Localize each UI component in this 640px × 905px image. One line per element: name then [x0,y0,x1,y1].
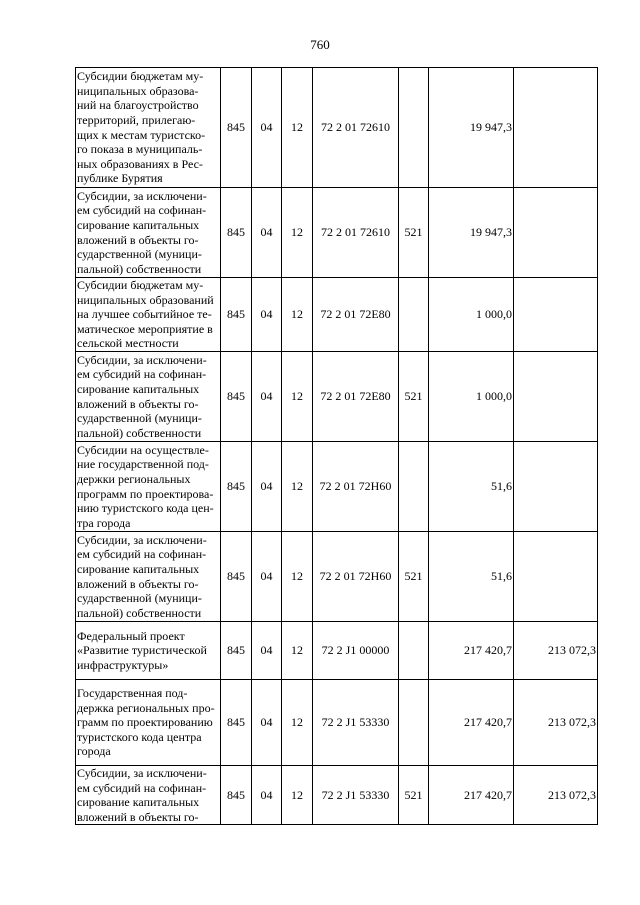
description-line: публике Бурятия [77,171,163,186]
description-line: ем субсидий на софинан- [77,367,207,382]
grbs-code-cell: 845 [221,622,252,680]
subsection-code-cell: 12 [282,622,313,680]
description-line: грамм по проектированию [77,715,213,730]
grbs-code-cell: 845 [221,278,252,352]
description-line: держки региональных [77,471,191,486]
table-row [76,532,598,622]
description-line: пальной) собственности [77,261,202,276]
subsection-code-cell: 12 [282,532,313,622]
description-line: Субсидии, за исключени- [77,188,207,203]
description-line: города [77,744,111,759]
table-row [76,188,598,278]
expense-type-cell [399,622,429,680]
amount-cell-2 [514,188,598,278]
description-line: «Развитие туристической [77,643,207,658]
description-line: ниципальных образований [77,292,214,307]
target-article-cell: 72 2 01 72Н60 [313,532,399,622]
amount-cell-2 [514,442,598,532]
description-line: сирование капитальных [77,381,200,396]
row-description [76,442,221,532]
expense-type-cell: 521 [399,352,429,442]
description-line: ем субсидий на софинан- [77,780,207,795]
target-article-cell: 72 2 01 72610 [313,68,399,188]
description-line: сударственной (муници- [77,247,202,262]
description-line: инфраструктуры» [77,657,169,672]
amount-cell: 51,6 [429,532,514,622]
section-code-cell: 04 [252,68,282,188]
amount-cell-2 [514,532,598,622]
section-code-cell: 04 [252,442,282,532]
row-description [76,278,221,352]
description-line: Субсидии бюджетам му- [77,69,204,84]
description-line: ем субсидий на софинан- [77,547,207,562]
target-article-cell: 72 2 01 72610 [313,188,399,278]
target-article-cell: 72 2 01 72Е80 [313,352,399,442]
description-line: нию туристского кода цен- [77,501,214,516]
amount-cell-2: 213 072,3 [514,680,598,766]
grbs-code-cell: 845 [221,532,252,622]
section-code-cell: 04 [252,188,282,278]
description-line: матическое мероприятие в [77,321,213,336]
description-line: ных образованиях в Рес- [77,156,203,171]
grbs-code-cell: 845 [221,442,252,532]
subsection-code-cell: 12 [282,352,313,442]
amount-cell: 217 420,7 [429,766,514,825]
row-description [76,622,221,680]
amount-cell: 19 947,3 [429,68,514,188]
subsection-code-cell: 12 [282,680,313,766]
row-description [76,68,221,188]
budget-table [75,67,598,825]
table-row [76,68,598,188]
description-line: на лучшее событийное те- [77,307,212,322]
expense-type-cell: 521 [399,766,429,825]
description-line: сирование капитальных [77,217,200,232]
description-line: Субсидии, за исключени- [77,766,207,780]
description-line: Субсидии на осуществле- [77,442,209,457]
description-line: сударственной (муници- [77,411,202,426]
description-line: вложений в объекты го- [77,809,199,824]
description-line: держка региональных про- [77,700,215,715]
description-line: вложений в объекты го- [77,232,199,247]
description-line: сирование капитальных [77,795,200,810]
amount-cell-2: 213 072,3 [514,766,598,825]
table-row [76,442,598,532]
description-line: ние государственной под- [77,457,209,472]
description-line: вложений в объекты го- [77,396,199,411]
description-line: туристского кода центра [77,729,202,744]
amount-cell-2 [514,68,598,188]
amount-cell: 1 000,0 [429,278,514,352]
amount-cell-2 [514,278,598,352]
subsection-code-cell: 12 [282,766,313,825]
description-line: Федеральный проект [77,628,185,643]
subsection-code-cell: 12 [282,188,313,278]
target-article-cell: 72 2 J1 53330 [313,766,399,825]
amount-cell: 217 420,7 [429,622,514,680]
grbs-code-cell: 845 [221,766,252,825]
grbs-code-cell: 845 [221,68,252,188]
row-description [76,532,221,622]
grbs-code-cell: 845 [221,352,252,442]
section-code-cell: 04 [252,680,282,766]
target-article-cell: 72 2 01 72Н60 [313,442,399,532]
table-row [76,622,598,680]
section-code-cell: 04 [252,532,282,622]
page-number: 760 [310,37,330,52]
target-article-cell: 72 2 01 72Е80 [313,278,399,352]
section-code-cell: 04 [252,622,282,680]
row-description [76,680,221,766]
table-row [76,766,598,825]
subsection-code-cell: 12 [282,442,313,532]
section-code-cell: 04 [252,278,282,352]
description-line: щих к местам туристско- [77,127,206,142]
description-line: Государственная под- [77,686,188,701]
description-line: Субсидии, за исключени- [77,352,207,367]
row-description [76,188,221,278]
description-line: пальной) собственности [77,605,202,620]
amount-cell: 217 420,7 [429,680,514,766]
amount-cell: 51,6 [429,442,514,532]
amount-cell-2: 213 072,3 [514,622,598,680]
section-code-cell: 04 [252,766,282,825]
row-description [76,766,221,825]
target-article-cell: 72 2 J1 00000 [313,622,399,680]
description-line: Субсидии бюджетам му- [77,278,204,293]
description-line: пальной) собственности [77,425,202,440]
description-line: программ по проектирова- [77,486,214,501]
description-line: территорий, прилегаю- [77,112,196,127]
amount-cell: 19 947,3 [429,188,514,278]
subsection-code-cell: 12 [282,68,313,188]
description-line: сирование капитальных [77,561,200,576]
expense-type-cell [399,68,429,188]
subsection-code-cell: 12 [282,278,313,352]
expense-type-cell: 521 [399,188,429,278]
description-line: го показа в муниципаль- [77,142,203,157]
description-line: вложений в объекты го- [77,576,199,591]
table-row [76,680,598,766]
table-row [76,278,598,352]
description-line: Субсидии, за исключени- [77,532,207,547]
description-line: ний на благоустройство [77,98,199,113]
row-description [76,352,221,442]
grbs-code-cell: 845 [221,188,252,278]
grbs-code-cell: 845 [221,680,252,766]
description-line: сударственной (муници- [77,591,202,606]
description-line: сельской местности [77,336,179,351]
description-line: ниципальных образова- [77,83,199,98]
expense-type-cell [399,442,429,532]
expense-type-cell: 521 [399,532,429,622]
target-article-cell: 72 2 J1 53330 [313,680,399,766]
expense-type-cell [399,680,429,766]
description-line: ем субсидий на софинан- [77,203,207,218]
amount-cell-2 [514,352,598,442]
budget-table-body [76,68,598,825]
amount-cell: 1 000,0 [429,352,514,442]
section-code-cell: 04 [252,352,282,442]
table-row [76,352,598,442]
expense-type-cell [399,278,429,352]
description-line: тра города [77,515,131,530]
